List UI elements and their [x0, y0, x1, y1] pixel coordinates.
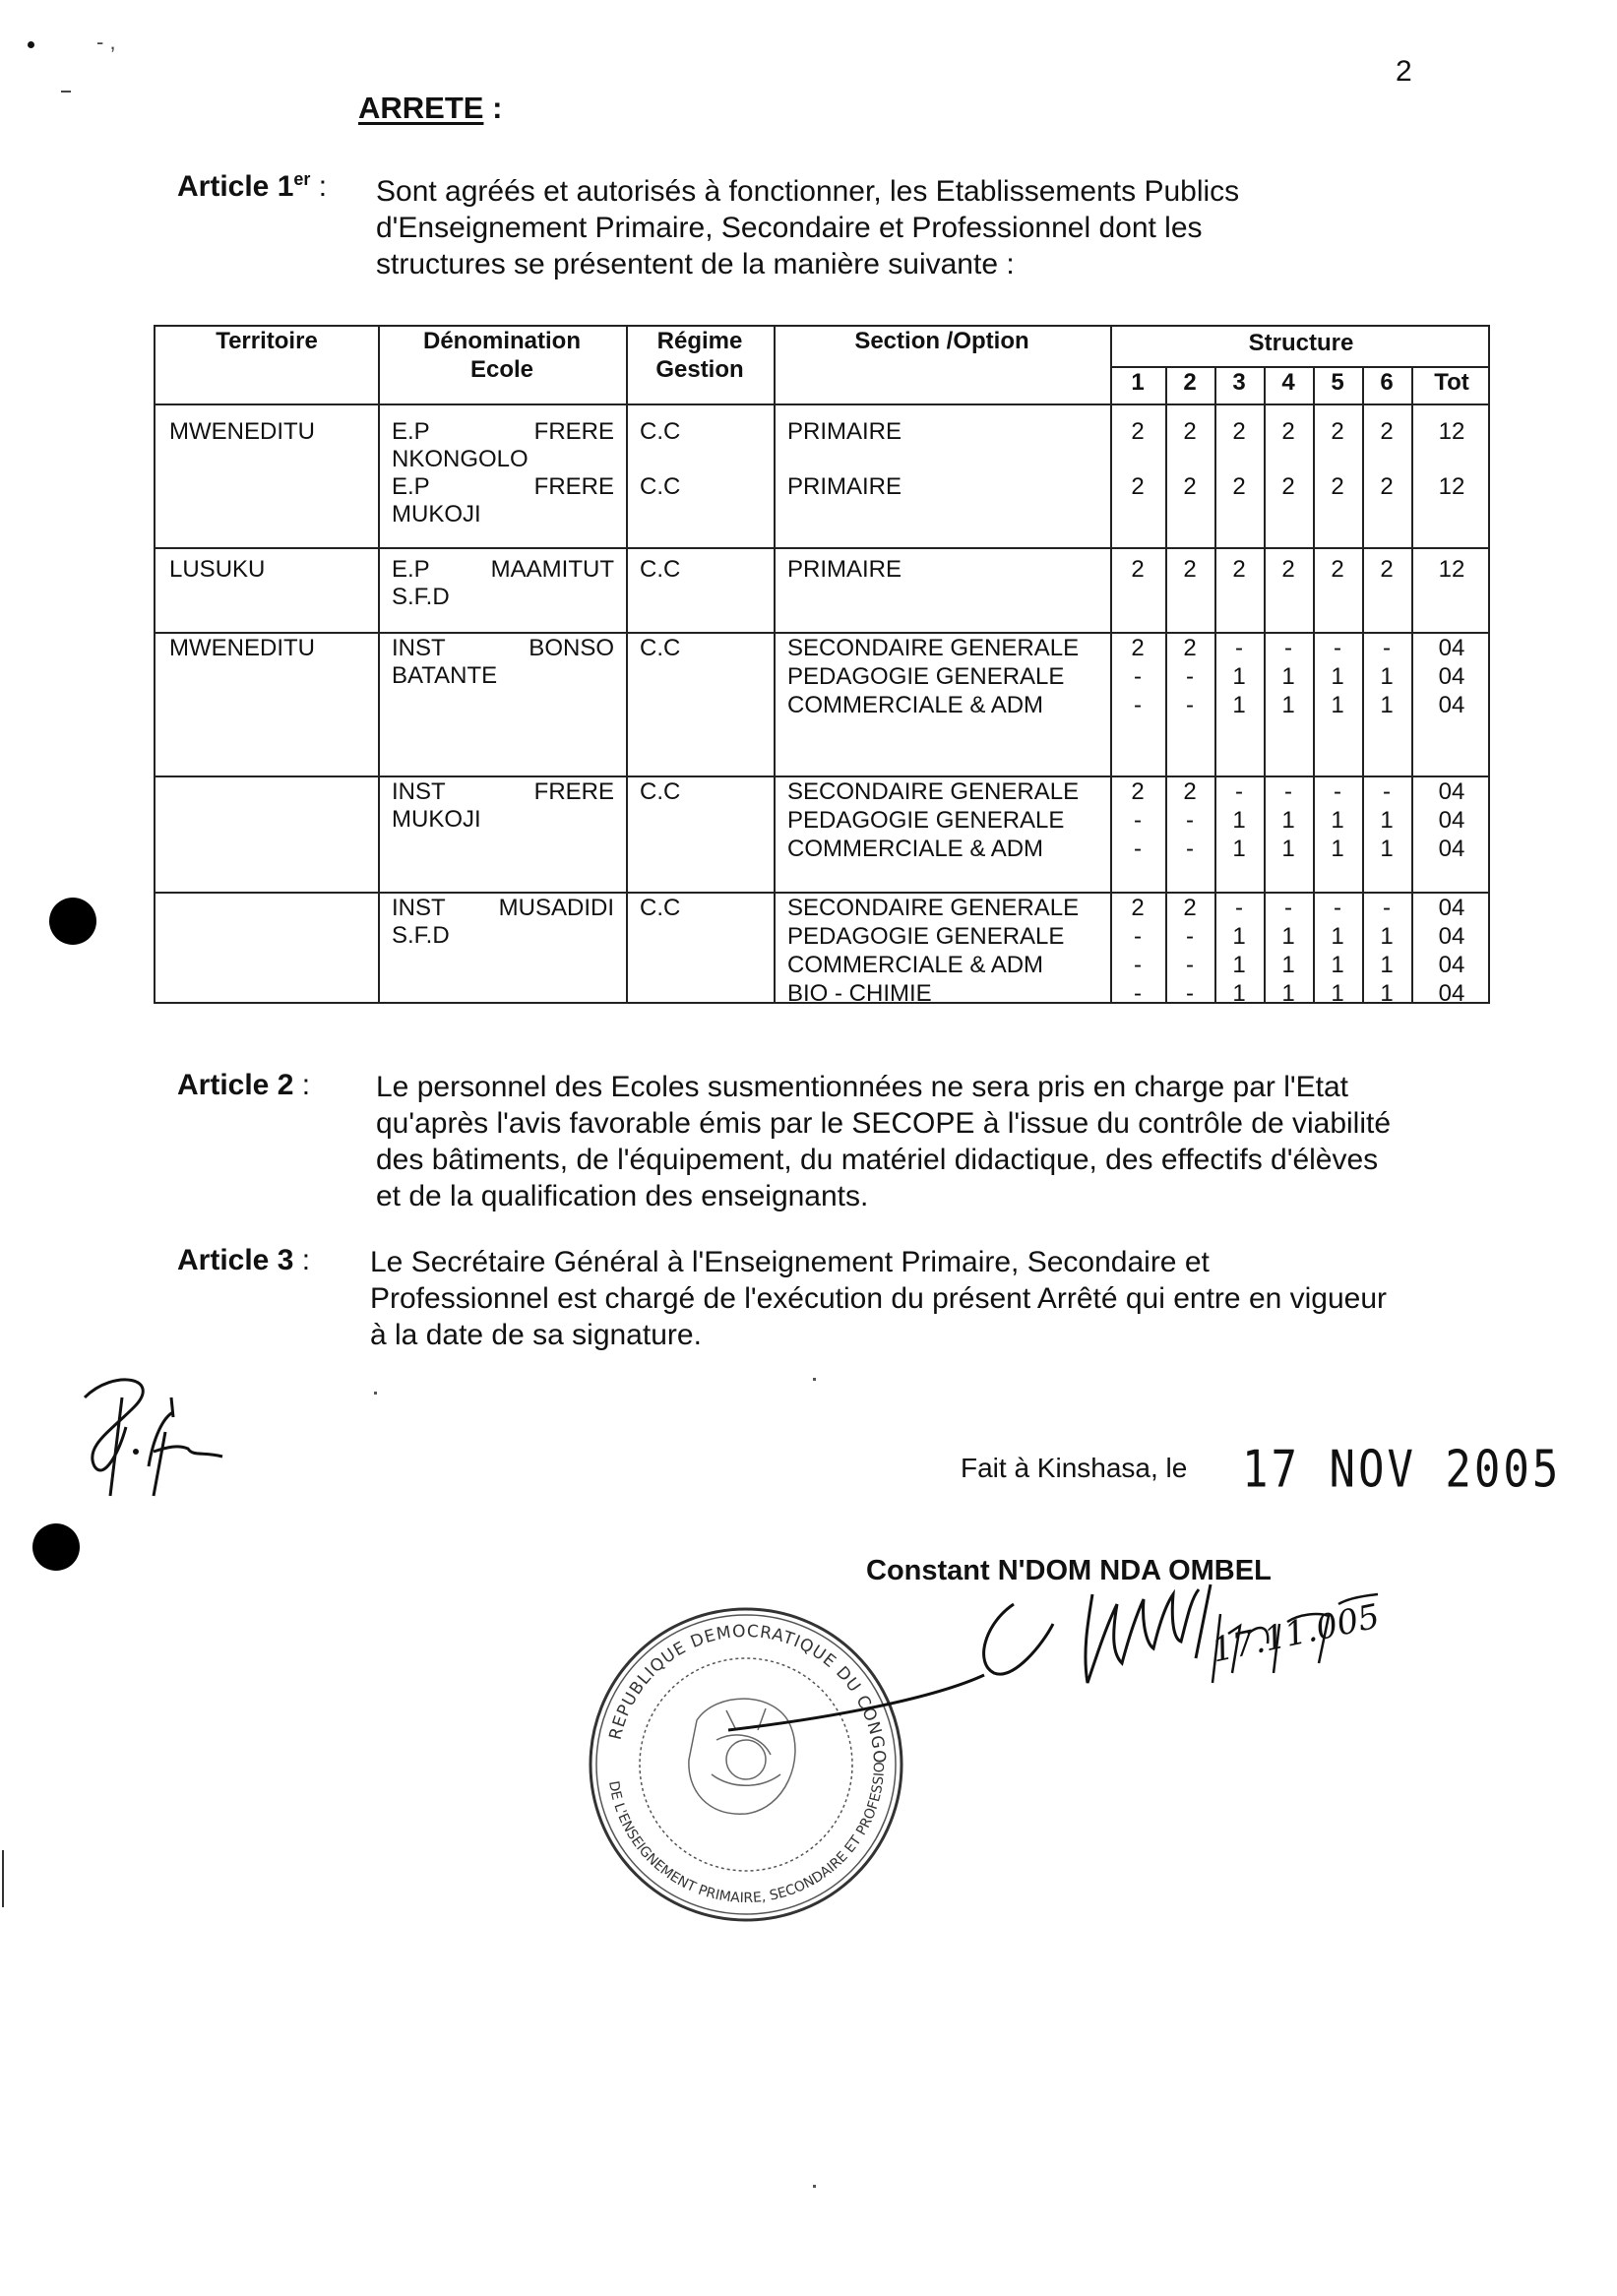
article-3-label-text: Article 3: [177, 1244, 294, 1276]
cell-section: COMMERCIALE & ADM: [787, 836, 1044, 862]
cell-value: -: [1334, 778, 1341, 805]
cell-value: 1: [1331, 692, 1344, 718]
cell-section: PRIMAIRE: [787, 418, 902, 445]
header-level: 2: [1183, 369, 1197, 396]
punch-hole: [49, 898, 96, 945]
article-2-line: Le personnel des Ecoles susmentionnées ne sera pris en charge par l'Etat: [376, 1071, 1348, 1103]
cell-value: 04: [1438, 778, 1465, 805]
cell-value: 2: [1131, 895, 1145, 921]
header-regime-line: Gestion: [655, 356, 744, 383]
cell-value: 1: [1232, 663, 1246, 690]
article-3-line: à la date de sa signature.: [370, 1319, 702, 1351]
cell-ecole: INST FRERE: [392, 778, 614, 805]
cell-value: -: [1186, 923, 1194, 950]
cell-value: 2: [1183, 418, 1197, 445]
scan-dash: [61, 91, 71, 93]
cell-value: 2: [1131, 778, 1145, 805]
cell-ecole: E.P FRERE: [392, 418, 614, 445]
cell-value: -: [1186, 952, 1194, 978]
cell-value: 1: [1380, 692, 1394, 718]
cell-value: 2: [1131, 635, 1145, 661]
cell-value: 1: [1331, 980, 1344, 1007]
cell-value: 1: [1281, 952, 1295, 978]
cell-territoire: MWENEDITU: [169, 418, 315, 445]
cell-value: -: [1186, 980, 1194, 1007]
cell-value: 1: [1281, 980, 1295, 1007]
cell-value: 2: [1331, 473, 1344, 500]
cell-value: 04: [1438, 635, 1465, 661]
cell-value: 1: [1232, 923, 1246, 950]
cell-value: 2: [1380, 418, 1394, 445]
article-3-label: [177, 1244, 310, 1277]
cell-value: 2: [1331, 556, 1344, 583]
cell-section: PRIMAIRE: [787, 473, 902, 500]
cell-value: -: [1235, 895, 1243, 921]
cell-value: -: [1134, 807, 1142, 834]
signature: [689, 1565, 1398, 1747]
title-colon: :: [483, 91, 503, 125]
cell-section: SECONDAIRE GENERALE: [787, 635, 1080, 661]
article-2-label-text: Article 2: [177, 1069, 294, 1101]
cell-value: -: [1383, 635, 1391, 661]
document-title: [358, 91, 502, 126]
cell-value: 2: [1183, 556, 1197, 583]
cell-ecole: NKONGOLO: [392, 446, 529, 472]
cell-value: -: [1186, 692, 1194, 718]
article-2-colon: :: [293, 1069, 311, 1101]
cell-value: 1: [1380, 923, 1394, 950]
article-1-text: [376, 173, 1429, 282]
cell-value: 04: [1438, 952, 1465, 978]
cell-value: 1: [1232, 807, 1246, 834]
title-text: ARRETE: [358, 91, 484, 125]
cell-value: 1: [1380, 836, 1394, 862]
cell-value: 04: [1438, 923, 1465, 950]
cell-section: COMMERCIALE & ADM: [787, 692, 1044, 718]
cell-ecole: S.F.D: [392, 922, 450, 949]
cell-value: -: [1134, 663, 1142, 690]
cell-section: SECONDAIRE GENERALE: [787, 778, 1080, 805]
cell-section: PRIMAIRE: [787, 556, 902, 583]
cell-regime: C.C: [640, 473, 681, 500]
article-3-text: [370, 1244, 1429, 1353]
place-date-label: Fait à Kinshasa, le: [961, 1453, 1188, 1483]
article-2-label: [177, 1069, 310, 1102]
paraph-initials: [55, 1358, 252, 1511]
cell-value: 2: [1232, 556, 1246, 583]
cell-value: 12: [1438, 418, 1465, 445]
cell-value: 1: [1380, 952, 1394, 978]
cell-ecole: BATANTE: [392, 662, 498, 689]
scan-dot: [813, 1378, 816, 1381]
cell-value: 04: [1438, 692, 1465, 718]
header-level: 3: [1232, 369, 1246, 396]
cell-value: 12: [1438, 556, 1465, 583]
scan-dot: [813, 2185, 816, 2188]
cell-value: 2: [1331, 418, 1344, 445]
header-level: 4: [1281, 369, 1295, 396]
cell-value: 1: [1232, 952, 1246, 978]
article-2-text: [376, 1069, 1429, 1214]
cell-section: SECONDAIRE GENERALE: [787, 895, 1080, 921]
seal-text-bottom: DE L'ENSEIGNEMENT PRIMAIRE, SECONDAIRE ET PROFESSIO: [605, 1762, 889, 1907]
header-level: 5: [1331, 369, 1344, 396]
cell-regime: C.C: [640, 895, 681, 921]
cell-value: 04: [1438, 836, 1465, 862]
cell-value: 04: [1438, 980, 1465, 1007]
cell-value: -: [1134, 692, 1142, 718]
cell-territoire: LUSUKU: [169, 556, 266, 583]
cell-value: -: [1235, 778, 1243, 805]
cell-value: 04: [1438, 895, 1465, 921]
article-1-line: Sont agréés et autorisés à fonctionner, les Etablissements Publics: [376, 175, 1240, 208]
cell-ecole: E.P FRERE: [392, 473, 614, 500]
scan-dot: [374, 1392, 377, 1395]
cell-value: 04: [1438, 807, 1465, 834]
article-2-line: des bâtiments, de l'équipement, du matériel didactique, des effectifs d'élèves: [376, 1144, 1379, 1176]
cell-value: 1: [1380, 807, 1394, 834]
cell-value: 1: [1331, 663, 1344, 690]
cell-value: 1: [1281, 807, 1295, 834]
article-1-line: structures se présentent de la manière suivante :: [376, 248, 1015, 280]
cell-regime: C.C: [640, 635, 681, 661]
cell-value: 2: [1183, 473, 1197, 500]
cell-section: PEDAGOGIE GENERALE: [787, 663, 1065, 690]
cell-value: 1: [1380, 980, 1394, 1007]
header-structure: Structure: [1248, 330, 1354, 356]
header-denomination-line: Dénomination: [423, 328, 581, 354]
punch-hole: [32, 1523, 80, 1571]
seal-text-top: REPUBLIQUE DEMOCRATIQUE DU CONGO: [605, 1621, 890, 1766]
article-2-line: qu'après l'avis favorable émis par le SECOPE à l'issue du contrôle de viabilité: [376, 1107, 1392, 1140]
cell-value: -: [1284, 895, 1292, 921]
cell-section: BIO - CHIMIE: [787, 980, 932, 1007]
cell-value: 2: [1232, 473, 1246, 500]
cell-value: 2: [1131, 473, 1145, 500]
cell-value: -: [1134, 980, 1142, 1007]
cell-value: 2: [1131, 556, 1145, 583]
cell-value: -: [1134, 952, 1142, 978]
cell-value: 1: [1232, 980, 1246, 1007]
scan-dash: [2, 1850, 4, 1907]
cell-ecole: MUKOJI: [392, 501, 481, 527]
cell-ecole: E.P MAAMITUT: [392, 556, 614, 583]
cell-value: 1: [1380, 663, 1394, 690]
cell-value: 2: [1281, 418, 1295, 445]
header-denomination-line: Ecole: [469, 356, 534, 383]
cell-section: COMMERCIALE & ADM: [787, 952, 1044, 978]
cell-value: -: [1334, 635, 1341, 661]
cell-regime: C.C: [640, 556, 681, 583]
page-number: 2: [1396, 55, 1412, 88]
cell-value: -: [1383, 895, 1391, 921]
article-3-line: Le Secrétaire Général à l'Enseignement Primaire, Secondaire et: [370, 1246, 1210, 1278]
cell-ecole: S.F.D: [392, 584, 450, 610]
header-territoire: Territoire: [216, 328, 318, 354]
scan-mark-dot: [28, 41, 34, 48]
cell-value: 12: [1438, 473, 1465, 500]
cell-value: -: [1186, 836, 1194, 862]
header-regime-line: Régime: [656, 328, 743, 354]
article-1-superscript: er: [293, 169, 311, 189]
header-level: 1: [1131, 369, 1145, 396]
cell-ecole: INST MUSADIDI: [392, 895, 614, 921]
paraph-drawing: [55, 1358, 252, 1506]
cell-value: -: [1284, 778, 1292, 805]
cell-section: PEDAGOGIE GENERALE: [787, 807, 1065, 834]
cell-value: 2: [1281, 473, 1295, 500]
cell-value: -: [1134, 923, 1142, 950]
structure-table: [154, 325, 1490, 1007]
cell-value: 2: [1380, 556, 1394, 583]
article-1-line: d'Enseignement Primaire, Secondaire et Professionnel dont les: [376, 212, 1203, 244]
cell-value: -: [1284, 635, 1292, 661]
cell-value: 1: [1281, 836, 1295, 862]
header-section: Section /Option: [854, 328, 1029, 354]
article-2-line: et de la qualification des enseignants.: [376, 1180, 869, 1212]
cell-territoire: MWENEDITU: [169, 635, 315, 661]
header-level: 6: [1380, 369, 1394, 396]
cell-value: 2: [1380, 473, 1394, 500]
article-1-colon: :: [310, 170, 328, 203]
date-stamp: 17 NOV 2005: [1242, 1440, 1562, 1500]
cell-value: -: [1334, 895, 1341, 921]
cell-value: 2: [1183, 895, 1197, 921]
cell-section: PEDAGOGIE GENERALE: [787, 923, 1065, 950]
table-body: [155, 327, 1488, 1007]
article-3-line: Professionnel est chargé de l'exécution du présent Arrêté qui entre en vigueur: [370, 1282, 1388, 1315]
cell-value: -: [1186, 663, 1194, 690]
cell-value: 1: [1281, 923, 1295, 950]
cell-value: -: [1186, 807, 1194, 834]
cell-regime: C.C: [640, 778, 681, 805]
signatory-name: Constant N'DOM NDA OMBEL: [866, 1555, 1272, 1586]
article-1-label-text: Article 1: [177, 170, 294, 203]
handwritten-date: 17.11.005: [1208, 1596, 1384, 1671]
cell-value: 1: [1232, 836, 1246, 862]
cell-value: 1: [1331, 807, 1344, 834]
cell-value: 1: [1331, 836, 1344, 862]
header-level-total: Tot: [1434, 369, 1469, 396]
cell-value: -: [1235, 635, 1243, 661]
cell-value: 1: [1232, 692, 1246, 718]
cell-value: 1: [1281, 692, 1295, 718]
cell-value: 2: [1183, 635, 1197, 661]
cell-value: 2: [1131, 418, 1145, 445]
cell-value: 1: [1331, 923, 1344, 950]
article-1-label: [177, 169, 327, 204]
scan-marks: - ,: [96, 30, 116, 54]
cell-value: -: [1383, 778, 1391, 805]
cell-value: 2: [1232, 418, 1246, 445]
cell-value: 04: [1438, 663, 1465, 690]
cell-value: 1: [1331, 952, 1344, 978]
cell-value: -: [1134, 836, 1142, 862]
cell-value: 2: [1281, 556, 1295, 583]
cell-ecole: INST BONSO: [392, 635, 614, 661]
cell-value: 1: [1281, 663, 1295, 690]
cell-ecole: MUKOJI: [392, 806, 481, 833]
cell-value: 2: [1183, 778, 1197, 805]
article-3-colon: :: [293, 1244, 311, 1276]
cell-regime: C.C: [640, 418, 681, 445]
